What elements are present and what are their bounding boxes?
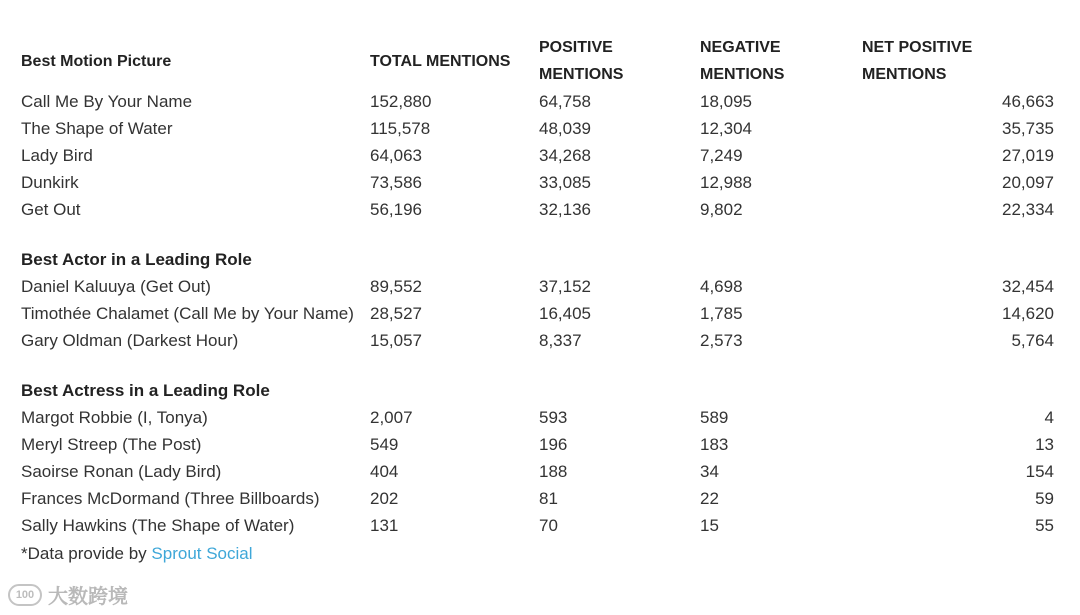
nominee-name-cell: Frances McDormand (Three Billboards) (21, 489, 320, 508)
column-header-negative: NEGATIVE MENTIONS (700, 39, 785, 83)
table-row (0, 88, 1080, 115)
nominee-name-cell: The Shape of Water (21, 119, 173, 138)
net-positive-cell: 14,620 (1002, 304, 1054, 323)
footnote-text: *Data provide by (21, 544, 152, 563)
table-row (0, 327, 1080, 354)
positive-mentions-cell: 34,268 (539, 146, 591, 165)
section-title: Best Motion Picture (21, 53, 172, 70)
table-row (0, 404, 1080, 431)
positive-mentions-cell: 48,039 (539, 119, 591, 138)
total-mentions-cell: 404 (370, 462, 399, 481)
net-positive-cell: 4 (1044, 408, 1054, 427)
negative-mentions-cell: 12,304 (700, 119, 752, 138)
positive-mentions-cell: 33,085 (539, 173, 591, 192)
table-row (0, 169, 1080, 196)
total-mentions-cell: 131 (370, 516, 399, 535)
positive-mentions-cell: 16,405 (539, 304, 591, 323)
positive-mentions-cell: 196 (539, 435, 568, 454)
nominee-name-cell: Dunkirk (21, 173, 79, 192)
negative-mentions-cell: 18,095 (700, 92, 752, 111)
column-header-positive: POSITIVE MENTIONS (539, 39, 624, 83)
positive-mentions-cell: 593 (539, 408, 568, 427)
positive-mentions-cell: 64,758 (539, 92, 591, 111)
total-mentions-cell: 2,007 (370, 408, 413, 427)
nominee-name-cell: Meryl Streep (The Post) (21, 435, 202, 454)
negative-mentions-cell: 183 (700, 435, 729, 454)
negative-mentions-cell: 9,802 (700, 200, 743, 219)
table-row (0, 485, 1080, 512)
table-row (0, 512, 1080, 539)
nominee-name-cell: Margot Robbie (I, Tonya) (21, 408, 208, 427)
nominee-name-cell: Saoirse Ronan (Lady Bird) (21, 462, 222, 481)
net-positive-cell: 27,019 (1002, 146, 1054, 165)
watermark-logo-icon: 100 (8, 584, 42, 606)
watermark-text: 大数跨境 (48, 586, 128, 608)
net-positive-cell: 13 (1035, 435, 1054, 454)
net-positive-cell: 22,334 (1002, 200, 1054, 219)
nominee-name-cell: Call Me By Your Name (21, 92, 193, 111)
table-row (0, 458, 1080, 485)
total-mentions-cell: 64,063 (370, 146, 422, 165)
negative-mentions-cell: 2,573 (700, 331, 743, 350)
nominee-name-cell: Daniel Kaluuya (Get Out) (21, 277, 211, 296)
total-mentions-cell: 549 (370, 435, 399, 454)
net-positive-cell: 46,663 (1002, 92, 1054, 111)
total-mentions-cell: 15,057 (370, 331, 422, 350)
section-title-row (0, 377, 1080, 404)
negative-mentions-cell: 34 (700, 462, 719, 481)
table-row (0, 300, 1080, 327)
net-positive-cell: 59 (1035, 489, 1054, 508)
column-header-total: TOTAL MENTIONS (370, 53, 511, 70)
positive-mentions-cell: 8,337 (539, 331, 582, 350)
section-title-row (0, 246, 1080, 273)
watermark (8, 580, 128, 609)
positive-mentions-cell: 32,136 (539, 200, 591, 219)
net-positive-cell: 154 (1025, 462, 1054, 481)
negative-mentions-cell: 589 (700, 408, 729, 427)
table-row (0, 273, 1080, 300)
total-mentions-cell: 28,527 (370, 304, 422, 323)
negative-mentions-cell: 12,988 (700, 173, 752, 192)
negative-mentions-cell: 4,698 (700, 277, 743, 296)
total-mentions-cell: 202 (370, 489, 399, 508)
negative-mentions-cell: 22 (700, 489, 719, 508)
positive-mentions-cell: 81 (539, 489, 558, 508)
net-positive-cell: 55 (1035, 516, 1054, 535)
table-row (0, 431, 1080, 458)
total-mentions-cell: 115,578 (370, 119, 431, 138)
positive-mentions-cell: 37,152 (539, 277, 591, 296)
net-positive-cell: 35,735 (1002, 119, 1054, 138)
negative-mentions-cell: 1,785 (700, 304, 743, 323)
table-row (0, 142, 1080, 169)
negative-mentions-cell: 7,249 (700, 146, 743, 165)
table-row (0, 196, 1080, 223)
nominee-name-cell: Timothée Chalamet (Call Me by Your Name) (21, 304, 354, 323)
total-mentions-cell: 56,196 (370, 200, 422, 219)
nominee-name-cell: Sally Hawkins (The Shape of Water) (21, 516, 295, 535)
nominee-name-cell: Get Out (21, 200, 81, 219)
total-mentions-cell: 73,586 (370, 173, 422, 192)
section-title: Best Actor in a Leading Role (21, 250, 252, 269)
total-mentions-cell: 152,880 (370, 92, 432, 111)
positive-mentions-cell: 188 (539, 462, 568, 481)
net-positive-cell: 5,764 (1011, 331, 1054, 350)
total-mentions-cell: 89,552 (370, 277, 422, 296)
positive-mentions-cell: 70 (539, 516, 558, 535)
nominee-name-cell: Gary Oldman (Darkest Hour) (21, 331, 239, 350)
net-positive-cell: 20,097 (1002, 173, 1054, 192)
footnote (21, 540, 253, 567)
negative-mentions-cell: 15 (700, 516, 719, 535)
section-title: Best Actress in a Leading Role (21, 381, 270, 400)
sprout-social-link[interactable]: Sprout Social (151, 544, 253, 563)
nominee-name-cell: Lady Bird (21, 146, 93, 165)
column-header-net: NET POSITIVE MENTIONS (862, 39, 973, 83)
net-positive-cell: 32,454 (1002, 277, 1054, 296)
table-row (0, 115, 1080, 142)
